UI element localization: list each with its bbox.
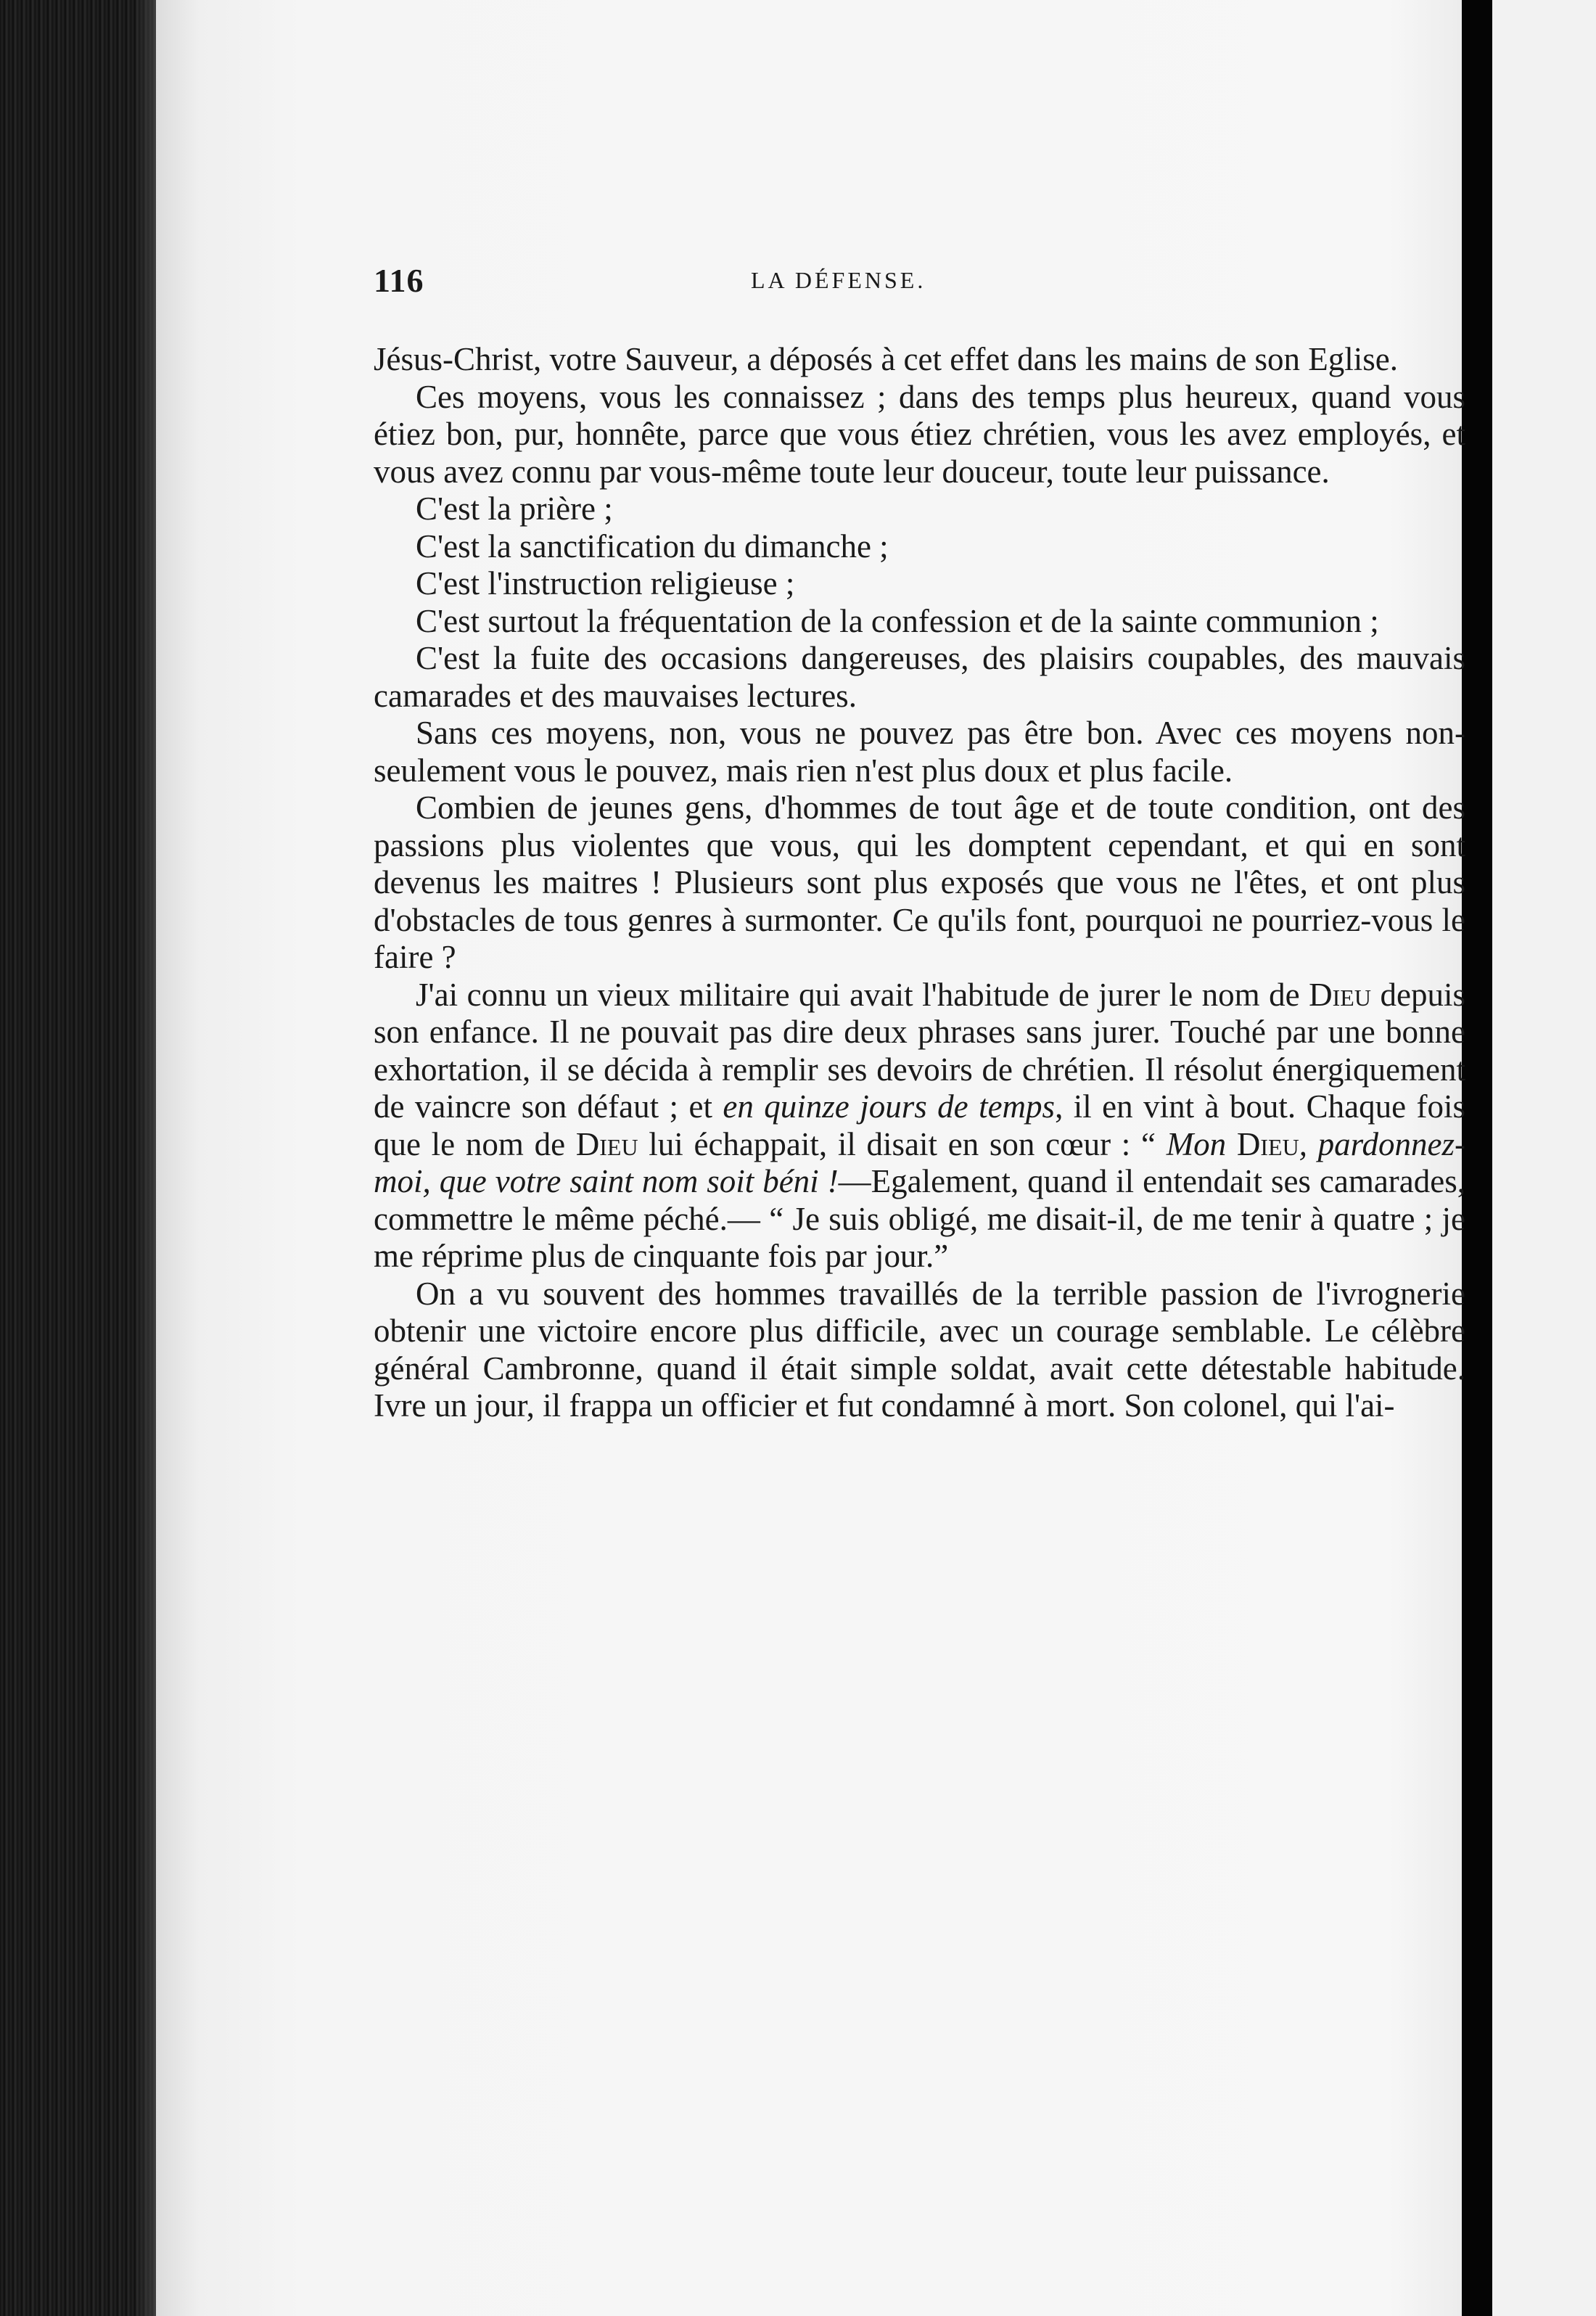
text-run: —Egalement, quand il entendait ses camarades, commettre le même péché.— “ Je suis obligé, me disait-il, de me tenir à quatre ; je me réprime plus de cinquante fois par jour.”	[374, 1163, 1465, 1274]
paragraph-continuation: Jésus-Christ, votre Sauveur, a déposés à cet effet dans les mains de son Eglise.	[374, 341, 1399, 377]
text-run: J'ai connu un vieux militaire qui avait l'habitude de jurer le nom de	[416, 976, 1309, 1013]
paragraph-combien: Combien de jeunes gens, d'hommes de tout âge et de toute condition, ont des passions plus violentes que vous, qui les domptent cependant, et qui en sont devenus les maitres ! Plusieurs sont plus exposés que vous ne l'êtes, et ont plus d'obstacles de tous genres à surmonter. Ce qu'ils font, pourquoi ne pourriez-vous le faire ?	[374, 789, 1465, 975]
page-number: 116	[374, 262, 424, 299]
italic-phrase: en quinze jours de temps	[723, 1088, 1056, 1125]
text-run: , il en vint à bout. Chaque fois que le nom de	[374, 1088, 1465, 1162]
paragraph-avoidance: C'est la fuite des occasions dangereuses, des plaisirs coupables, des mauvais camarades et des mauvaises lectures.	[374, 640, 1465, 714]
paragraph-instruction: C'est l'instruction religieuse ;	[416, 565, 795, 601]
text-block	[374, 261, 1465, 1425]
italic-phrase: , pardonnez-moi, que votre saint nom soit béni !	[374, 1125, 1465, 1199]
body-text	[374, 341, 1465, 1425]
small-caps-dieu: Dieu	[575, 1125, 638, 1162]
paragraph-confession: C'est surtout la fréquentation de la confession et de la sainte communion ;	[416, 602, 1379, 639]
text-run: lui échappait, il disait en son cœur : “	[638, 1125, 1167, 1162]
paragraph-cambronne: On a vu souvent des hommes travaillés de la terrible passion de l'ivrognerie obtenir une victoire encore plus difficile, avec un courage semblable. Le célèbre général Cambronne, quand il était simple soldat, avait cette détestable habitude. Ivre un jour, il frappa un officier et fut condamné à mort. Son colonel, qui l'ai-	[374, 1275, 1465, 1424]
small-caps-dieu: Dieu	[1236, 1125, 1299, 1162]
paragraph-prayer: C'est la prière ;	[416, 490, 613, 527]
facing-page-edge	[1476, 0, 1596, 2316]
running-title: LA DÉFENSE.	[751, 267, 926, 293]
paragraph-without-means: Sans ces moyens, non, vous ne pouvez pas être bon. Avec ces moyens non-seulement vous le pouvez, mais rien n'est plus doux et plus facile.	[374, 715, 1465, 789]
book-page-edges	[0, 0, 156, 2316]
paragraph-sunday: C'est la sanctification du dimanche ;	[416, 527, 889, 564]
small-caps-dieu: Dieu	[1309, 976, 1371, 1013]
page-paper	[156, 0, 1465, 2316]
paragraph-means: Ces moyens, vous les connaissez ; dans des temps plus heureux, quand vous étiez bon, pur, honnête, parce que vous étiez chrétien, vous les avez employés, et vous avez connu par vous-même toute leur douceur, toute leur puissance.	[374, 378, 1465, 490]
running-head	[374, 261, 1465, 305]
italic-phrase: Mon	[1166, 1125, 1237, 1162]
paragraph-old-soldier	[374, 977, 1465, 1276]
text-run: depuis son enfance. Il ne pouvait pas dire deux phrases sans jurer. Touché par une bonne exhortation, il se décida à remplir ses devoirs de chrétien. Il résolut énergiquement de vaincre son défaut ; et	[374, 976, 1465, 1125]
